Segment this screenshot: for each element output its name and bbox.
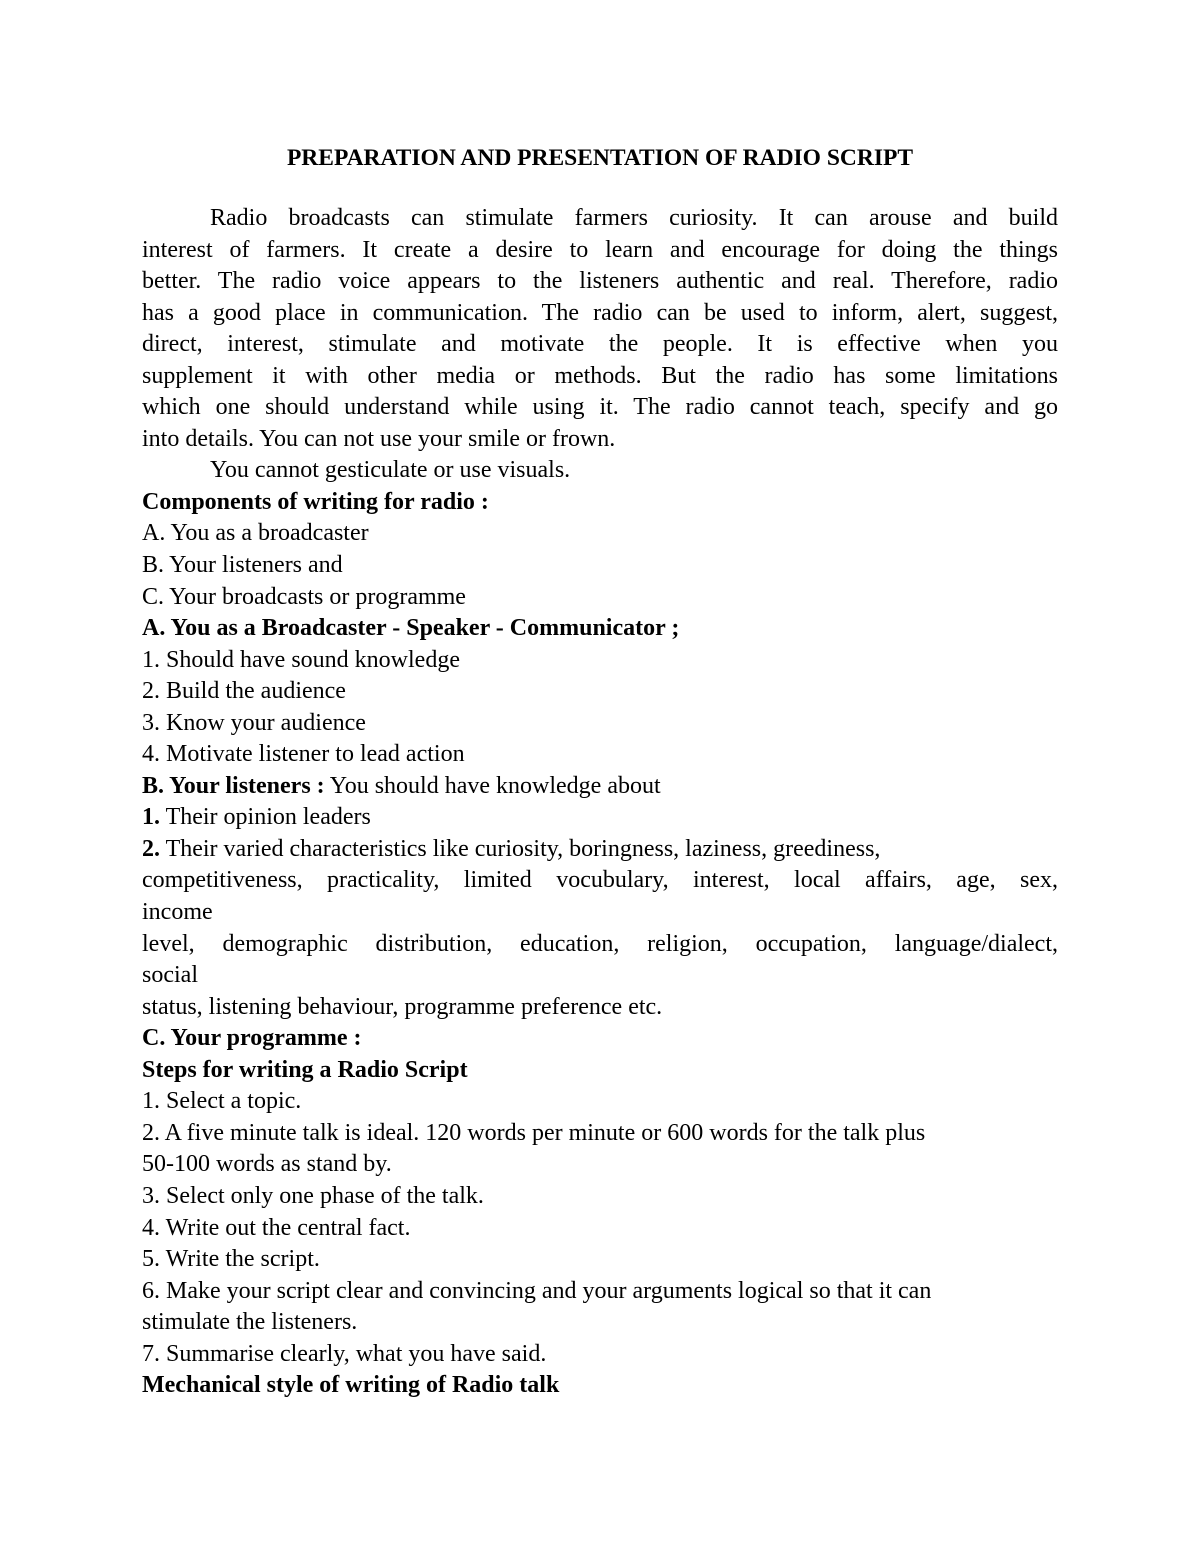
list-item: A. You as a broadcaster	[142, 520, 369, 547]
intro-line: You cannot gesticulate or use visuals.	[210, 457, 571, 484]
intro-line: Radio broadcasts can stimulate farmers curiosity. It can arouse and build	[210, 205, 1058, 231]
intro-line: better. The radio voice appears to the listeners authentic and real. Therefore, radio	[142, 268, 1058, 295]
section-c-heading: C. Your programme :	[142, 1025, 362, 1052]
characteristics-line: social	[142, 962, 198, 989]
intro-line: direct, interest, stimulate and motivate the people. It is effective when you	[142, 331, 1058, 358]
item-text: Their varied characteristics like curiosity, boringness, laziness, greediness,	[160, 835, 881, 862]
step-item: 3. Select only one phase of the talk.	[142, 1182, 484, 1209]
list-item: C. Your broadcasts or programme	[142, 583, 466, 610]
characteristics-line: level, demographic distribution, education, religion, occupation, language/dialect,	[142, 930, 1058, 957]
page-title: PREPARATION AND PRESENTATION OF RADIO SCRIPT	[286, 145, 914, 171]
section-b-heading-line	[142, 771, 1058, 803]
closing-heading: Mechanical style of writing of Radio talk	[142, 1372, 560, 1399]
characteristics-line: competitiveness, practicality, limited vocubulary, interest, local affairs, age, sex,	[142, 867, 1058, 894]
step-item: 4. Write out the central fact.	[142, 1214, 411, 1241]
step-item: stimulate the listeners.	[142, 1309, 358, 1336]
intro-line: into details. You can not use your smile or frown.	[142, 425, 616, 452]
step-item: 50-100 words as stand by.	[142, 1151, 392, 1178]
list-item	[142, 834, 1058, 866]
characteristics-line: status, listening behaviour, programme preference etc.	[142, 993, 663, 1020]
intro-line: supplement it with other media or methods. But the radio has some limitations	[142, 362, 1058, 389]
list-item: 2. Build the audience	[142, 678, 346, 705]
list-item: B. Your listeners and	[142, 552, 343, 579]
section-b-heading-rest: You should have knowledge about	[324, 772, 661, 799]
steps-heading: Steps for writing a Radio Script	[142, 1056, 468, 1083]
section-b-heading: B. Your listeners :	[142, 772, 325, 799]
list-item	[142, 802, 1058, 834]
item-number: 1.	[142, 804, 160, 831]
step-item: 7. Summarise clearly, what you have said.	[142, 1340, 547, 1367]
intro-line: which one should understand while using it. The radio cannot teach, specify and go	[142, 394, 1058, 421]
list-item: 1. Should have sound knowledge	[142, 646, 460, 673]
document-body	[142, 203, 1058, 1402]
characteristics-line: income	[142, 899, 213, 926]
list-item: 3. Know your audience	[142, 709, 366, 736]
components-heading: Components of writing for radio :	[142, 488, 489, 515]
list-item: 4. Motivate listener to lead action	[142, 741, 465, 768]
step-item: 5. Write the script.	[142, 1246, 320, 1273]
section-a-heading: A. You as a Broadcaster - Speaker - Communicator ;	[142, 615, 680, 642]
intro-line: interest of farmers. It create a desire to learn and encourage for doing the things	[142, 236, 1058, 263]
item-number: 2.	[142, 835, 160, 862]
step-item: 1. Select a topic.	[142, 1088, 302, 1115]
step-item: 2. A five minute talk is ideal. 120 words per minute or 600 words for the talk plus	[142, 1119, 926, 1146]
step-item: 6. Make your script clear and convincing and your arguments logical so that it can	[142, 1277, 932, 1304]
item-text: Their opinion leaders	[160, 804, 371, 831]
intro-line: has a good place in communication. The radio can be used to inform, alert, suggest,	[142, 299, 1058, 326]
